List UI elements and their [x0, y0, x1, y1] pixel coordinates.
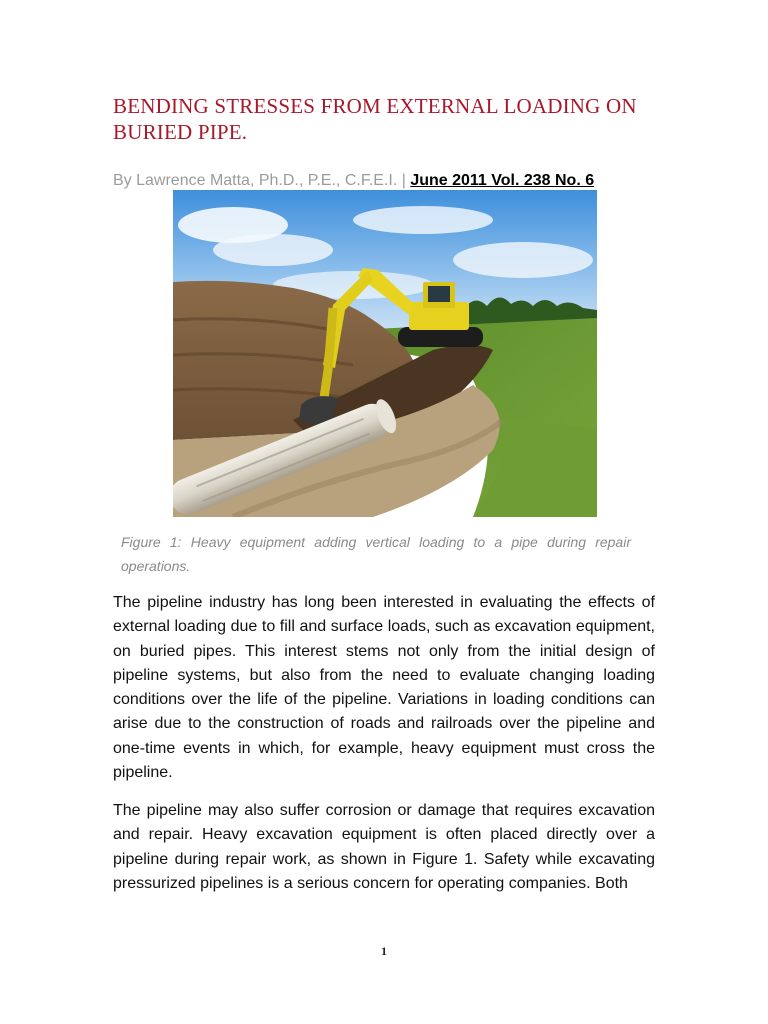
body-paragraph-2: The pipeline may also suffer corrosion or damage that requires excavation and repair. Heavy excavation equipment is often placed directly over a pipeline during repair work, as shown in Figure 1. Safety while excavating pressurized pipelines is a serious concern for operating companies. Both [113, 802, 655, 892]
byline-author: By Lawrence Matta, Ph.D., P.E., C.F.E.I. | [113, 172, 411, 189]
article-title: BENDING STRESSES FROM EXTERNAL LOADING ON BURIED PIPE. [113, 94, 637, 144]
page-number: 1 [381, 944, 387, 958]
figure-caption: Figure 1: Heavy equipment adding vertical loading to a pipe during repair operations. [121, 534, 631, 574]
issue-link[interactable]: June 2011 Vol. 238 No. 6 [410, 172, 595, 189]
body-paragraph-1: The pipeline industry has long been interested in evaluating the effects of external loading due to fill and surface loads, such as excavation equipment, on buried pipes. This interest stems not only from the initial design of pipeline systems, but also from the need to evaluate changing loading conditions over the life of the pipeline. Variations in loading conditions can arise due to the construction of roads and railroads over the pipeline and one-time events in which, for example, heavy equipment must cross the pipeline. [113, 594, 655, 782]
figure-photo-excavator-pipe [173, 190, 597, 517]
byline [113, 171, 673, 191]
